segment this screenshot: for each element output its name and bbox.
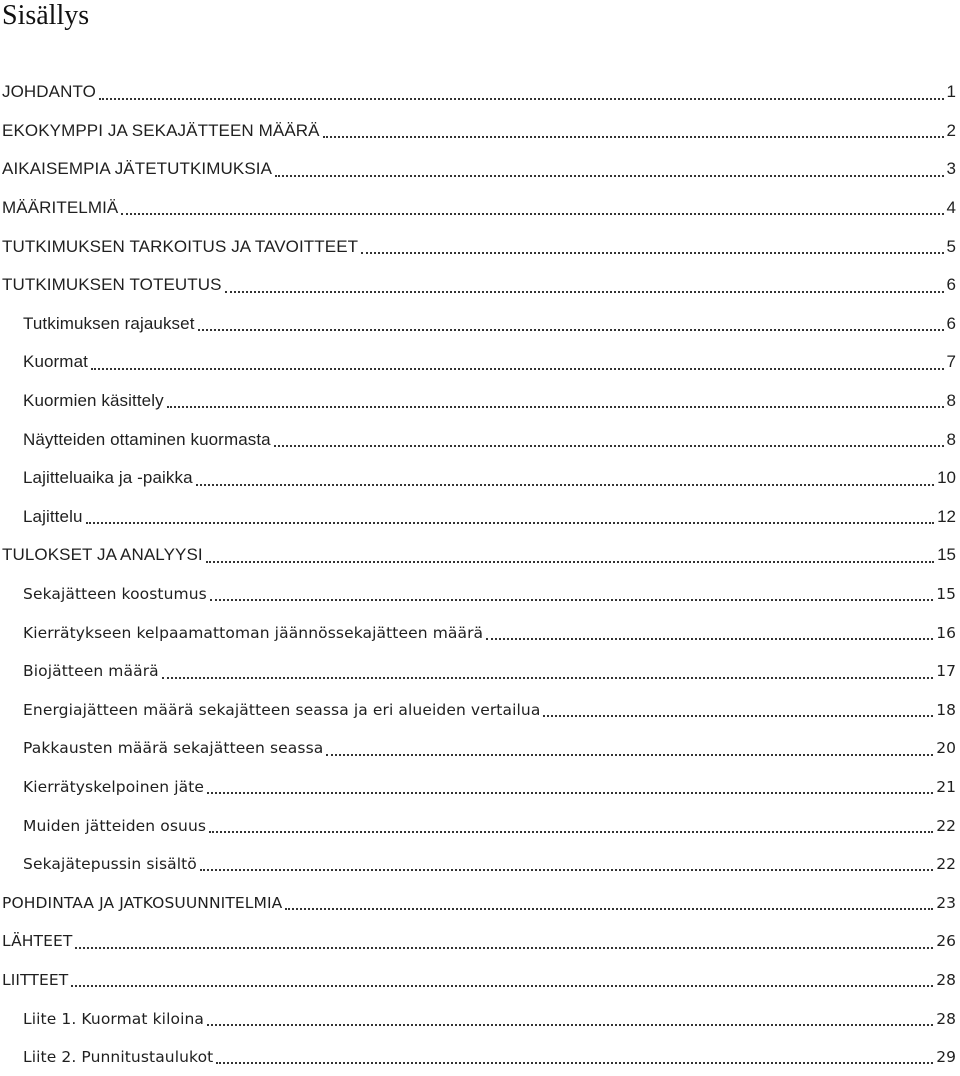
toc-entry-label: Kierrätykseen kelpaamattoman jäännössekajätteen määrä	[23, 623, 484, 642]
dot-leader	[210, 599, 933, 601]
toc-entry-label: Liite 1. Kuormat kiloina	[23, 1009, 205, 1028]
toc-entry[interactable]	[0, 922, 960, 961]
toc-entry[interactable]	[0, 343, 960, 382]
toc-entry-label: POHDINTAA JA JATKOSUUNNITELMIA	[2, 893, 283, 912]
dot-leader	[206, 561, 934, 563]
toc-entry-label: Muiden jätteiden osuus	[23, 816, 207, 835]
toc-entry[interactable]	[0, 227, 960, 266]
toc-entry[interactable]	[0, 266, 960, 305]
toc-entry[interactable]	[0, 883, 960, 922]
toc-entry[interactable]	[0, 459, 960, 498]
toc-entry-label: Biojätteen määrä	[23, 662, 159, 681]
toc-entry-page-number: 26	[936, 932, 956, 951]
toc-entry-label: Liite 2. Punnitustaulukot	[23, 1048, 214, 1067]
toc-entry-label: LIITTEET	[2, 970, 69, 989]
toc-entry-label: Lajittelu	[23, 506, 83, 526]
toc-entry-label: LÄHTEET	[2, 932, 73, 951]
dot-leader	[91, 368, 944, 370]
dot-leader	[326, 754, 933, 756]
dot-leader	[543, 715, 933, 717]
toc-entry[interactable]	[0, 150, 960, 189]
toc-entry-label: Kuormat	[23, 352, 88, 372]
toc-entry-page-number: 12	[937, 506, 956, 526]
toc-entry-page-number: 22	[936, 855, 956, 874]
toc-entry[interactable]	[0, 729, 960, 768]
dot-leader	[209, 831, 933, 833]
dot-leader	[275, 175, 943, 177]
dot-leader	[207, 1024, 933, 1026]
dot-leader	[167, 406, 944, 408]
toc-entry[interactable]	[0, 613, 960, 652]
toc-entry[interactable]	[0, 536, 960, 575]
toc-entry-page-number: 6	[946, 313, 956, 333]
toc-entry[interactable]	[0, 768, 960, 807]
toc-entry-label: Sekajätteen koostumus	[23, 585, 207, 604]
dot-leader	[207, 792, 933, 794]
toc-entry-page-number: 15	[936, 585, 956, 604]
dot-leader	[71, 985, 933, 987]
dot-leader	[361, 252, 943, 254]
dot-leader	[323, 136, 944, 138]
toc-entry-page-number: 7	[946, 352, 956, 372]
toc-entry-page-number: 15	[937, 545, 956, 565]
toc-entry-page-number: 16	[936, 623, 956, 642]
toc-entry-page-number: 1	[946, 82, 956, 102]
toc-entry-page-number: 29	[936, 1048, 956, 1067]
toc-entry[interactable]	[0, 382, 960, 421]
dot-leader	[274, 445, 944, 447]
toc-entry[interactable]	[0, 189, 960, 228]
dot-leader	[162, 677, 933, 679]
toc-entry-label: AIKAISEMPIA JÄTETUTKIMUKSIA	[2, 159, 273, 179]
toc-entry-page-number: 5	[946, 236, 956, 256]
dot-leader	[86, 522, 935, 524]
toc-entry[interactable]	[0, 305, 960, 344]
dot-leader	[99, 98, 944, 100]
toc-entry-page-number: 4	[946, 198, 956, 218]
toc-entry-label: Sekajätepussin sisältö	[23, 855, 197, 874]
toc-entry-page-number: 22	[936, 816, 956, 835]
toc-entry-page-number: 2	[946, 120, 956, 140]
toc-entry-label: Pakkausten määrä sekajätteen seassa	[23, 739, 324, 758]
toc-entry-page-number: 10	[937, 468, 956, 488]
toc-entry[interactable]	[0, 806, 960, 845]
toc-entry-label: TUTKIMUKSEN TOTEUTUS	[2, 275, 222, 295]
table-of-contents	[0, 73, 960, 1076]
toc-entry-label: JOHDANTO	[2, 82, 96, 102]
toc-entry-label: Näytteiden ottaminen kuormasta	[23, 429, 271, 449]
toc-entry-label: Kuormien käsittely	[23, 391, 164, 411]
toc-entry[interactable]	[0, 498, 960, 537]
toc-entry-page-number: 8	[946, 429, 956, 449]
toc-entry-label: Tutkimuksen rajaukset	[23, 313, 195, 333]
toc-entry-page-number: 18	[936, 700, 956, 719]
toc-entry[interactable]	[0, 845, 960, 884]
toc-entry[interactable]	[0, 112, 960, 151]
dot-leader	[216, 1062, 933, 1064]
dot-leader	[200, 869, 933, 871]
dot-leader	[225, 291, 944, 293]
toc-entry-label: MÄÄRITELMIÄ	[2, 198, 119, 218]
toc-entry-label: Lajitteluaika ja -paikka	[23, 468, 193, 488]
dot-leader	[198, 329, 944, 331]
toc-entry[interactable]	[0, 420, 960, 459]
toc-entry-page-number: 28	[936, 1009, 956, 1028]
dot-leader	[486, 638, 933, 640]
toc-entry-page-number: 23	[936, 893, 956, 912]
toc-entry[interactable]	[0, 73, 960, 112]
dot-leader	[196, 484, 934, 486]
toc-entry-page-number: 21	[936, 777, 956, 796]
toc-entry-label: TUTKIMUKSEN TARKOITUS JA TAVOITTEET	[2, 236, 359, 256]
toc-entry-page-number: 28	[936, 970, 956, 989]
toc-entry[interactable]	[0, 961, 960, 1000]
page-title: Sisällys	[2, 0, 90, 31]
dot-leader	[121, 213, 943, 215]
dot-leader	[75, 947, 933, 949]
toc-entry-label: TULOKSET JA ANALYYSI	[2, 545, 203, 565]
toc-entry-page-number: 3	[946, 159, 956, 179]
toc-entry[interactable]	[0, 691, 960, 730]
toc-entry-label: Kierrätyskelpoinen jäte	[23, 777, 205, 796]
dot-leader	[285, 908, 933, 910]
toc-entry[interactable]	[0, 999, 960, 1038]
toc-entry-page-number: 17	[936, 662, 956, 681]
toc-entry-page-number: 8	[946, 391, 956, 411]
toc-entry-label: Energiajätteen määrä sekajätteen seassa ja eri alueiden vertailua	[23, 700, 541, 719]
toc-entry-page-number: 6	[946, 275, 956, 295]
toc-entry[interactable]	[0, 1038, 960, 1076]
toc-entry-page-number: 20	[936, 739, 956, 758]
toc-entry[interactable]	[0, 575, 960, 614]
toc-entry[interactable]	[0, 652, 960, 691]
toc-entry-label: EKOKYMPPI JA SEKAJÄTTEEN MÄÄRÄ	[2, 120, 320, 140]
